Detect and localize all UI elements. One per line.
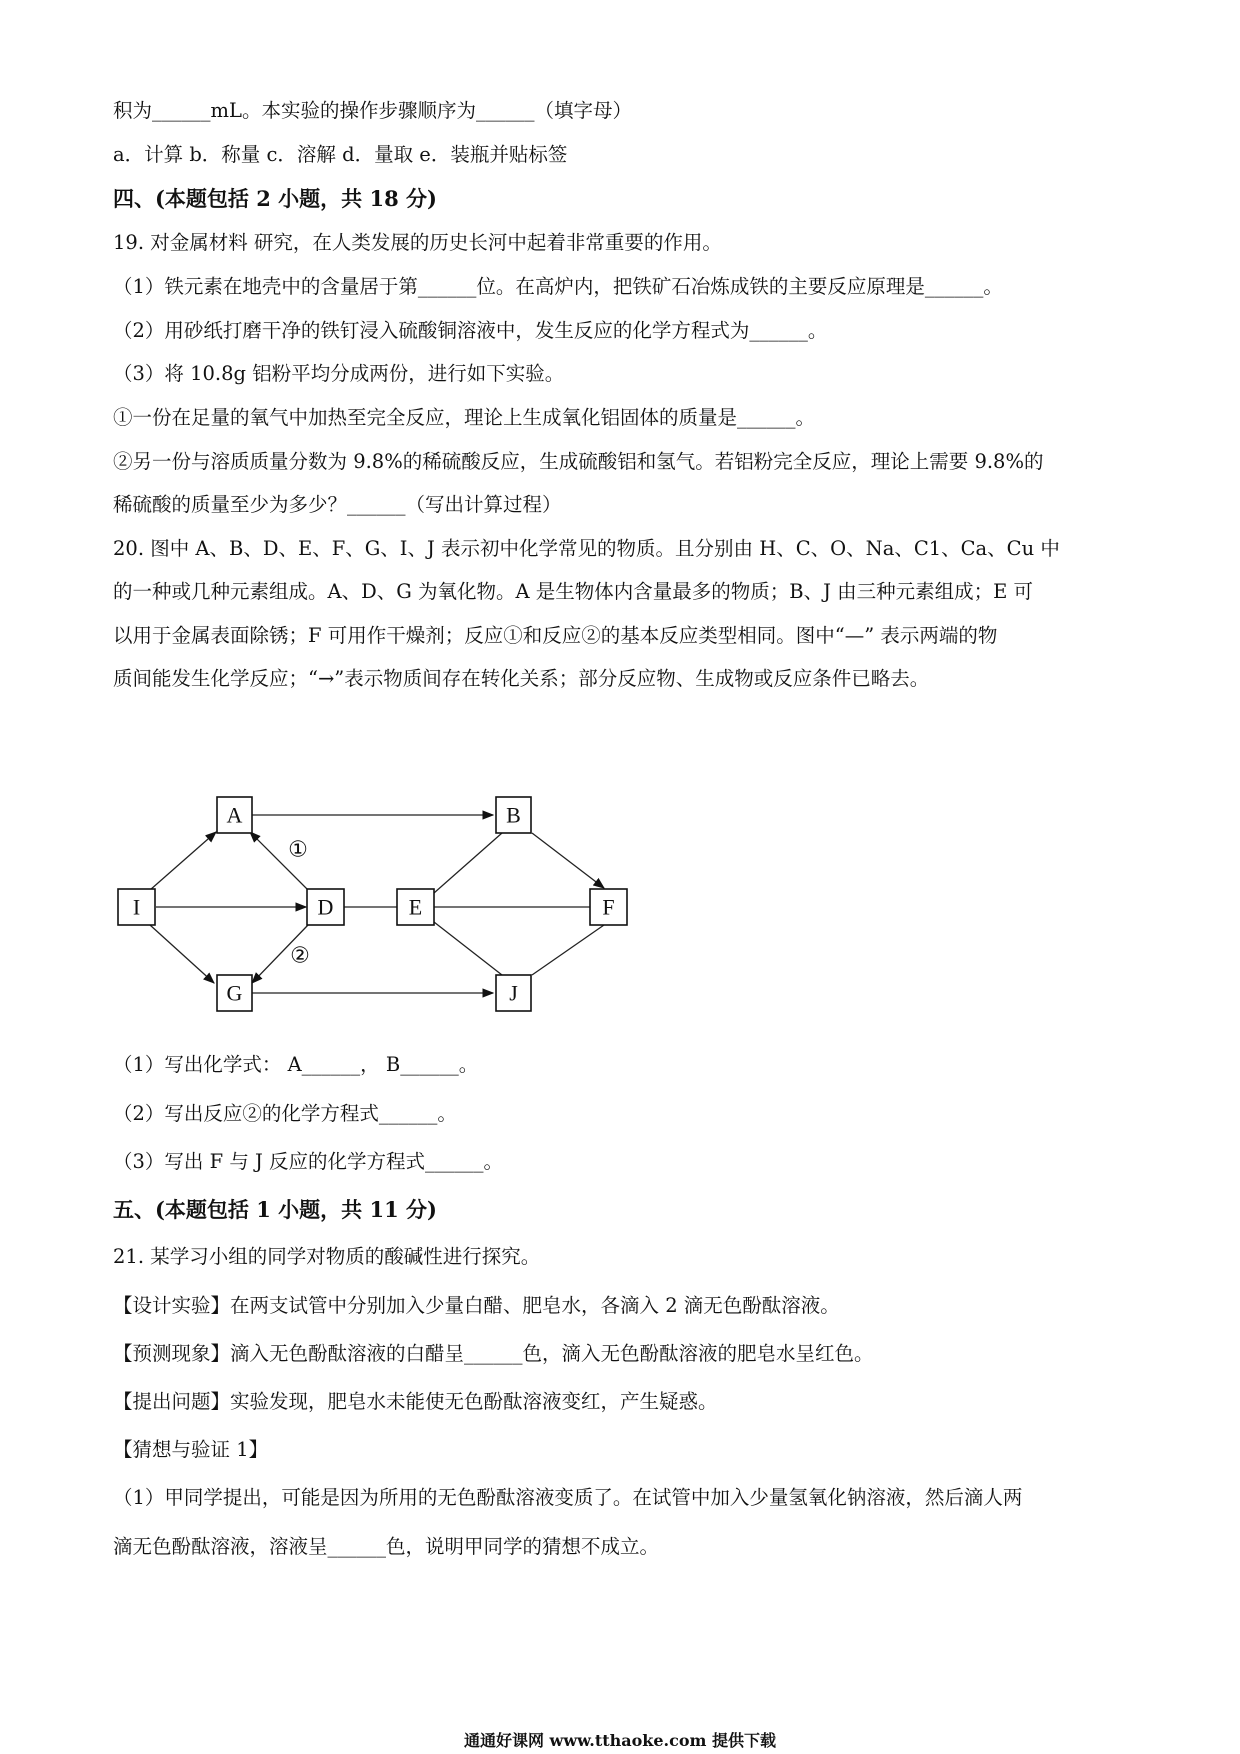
link-e-b xyxy=(434,833,502,893)
node-d xyxy=(307,889,344,925)
text-line: （1）写出化学式： A______， B______。 xyxy=(113,1053,479,1076)
section-heading: 五、(本题包括 1 小题，共 11 分) xyxy=(113,1197,437,1222)
node-g-label: G xyxy=(226,980,243,1006)
reaction-1-label: ① xyxy=(288,836,308,862)
node-a xyxy=(217,797,252,833)
node-f xyxy=(590,889,627,925)
text-line: 质间能发生化学反应；“→”表示物质间存在转化关系；部分反应物、生成物或反应条件已略去。 xyxy=(113,667,930,690)
text-line: 积为______mL。本实验的操作步骤顺序为______（填字母） xyxy=(113,99,632,122)
text-line: 滴无色酚酞溶液，溶液呈______色，说明甲同学的猜想不成立。 xyxy=(113,1535,660,1558)
text-line: 【提出问题】实验发现，肥皂水未能使无色酚酞溶液变红，产生疑惑。 xyxy=(113,1390,718,1413)
question-20: 20. 图中 A、B、D、E、F、G、I、J 表示初中化学常见的物质。且分别由 H、C、O、Na、C1、Ca、Cu 中 xyxy=(113,537,1060,560)
node-g xyxy=(217,975,252,1011)
text-line: （1）甲同学提出，可能是因为所用的无色酚酞溶液变质了。在试管中加入少量氢氧化钠溶液，然后滴人两 xyxy=(113,1486,1023,1509)
node-e xyxy=(397,889,434,925)
text-line: （1）铁元素在地壳中的含量居于第______位。在高炉内，把铁矿石冶炼成铁的主要反应原理是______。 xyxy=(113,275,1003,298)
text-line: （3）写出 F 与 J 反应的化学方程式______。 xyxy=(113,1150,504,1173)
text-line: （2）写出反应②的化学方程式______。 xyxy=(113,1102,457,1125)
text-line: a．计算 b．称量 c．溶解 d．量取 e．装瓶并贴标签 xyxy=(113,143,568,166)
text-line: 的一种或几种元素组成。A、D、G 为氧化物。A 是生物体内含量最多的物质；B、J 由三种元素组成；E 可 xyxy=(113,580,1034,603)
node-i xyxy=(118,889,155,925)
node-j-label: J xyxy=(509,980,518,1006)
question-21: 21. 某学习小组的同学对物质的酸碱性进行探究。 xyxy=(113,1245,541,1268)
link-j-f xyxy=(532,925,604,975)
reaction-2-label: ② xyxy=(290,942,310,968)
text-line: （3）将 10.8g 铝粉平均分成两份，进行如下实验。 xyxy=(113,362,565,385)
section-heading: 四、(本题包括 2 小题，共 18 分) xyxy=(113,186,437,211)
node-f-label: F xyxy=(602,894,615,920)
link-e-j xyxy=(434,922,502,975)
node-b-label: B xyxy=(506,802,521,828)
question-19: 19. 对金属材料 研究，在人类发展的历史长河中起着非常重要的作用。 xyxy=(113,231,722,254)
arrow-b-to-f xyxy=(532,833,604,888)
node-i-label: I xyxy=(132,894,141,920)
page-footer: 通通好课网 www.tthaoke.com 提供下载 xyxy=(463,1731,777,1750)
text-line: 稀硫酸的质量至少为多少？______（写出计算过程） xyxy=(113,493,562,516)
node-b xyxy=(496,797,531,833)
arrow-i-to-g xyxy=(150,925,214,983)
text-line: ①一份在足量的氧气中加热至完全反应，理论上生成氧化铝固体的质量是______。 xyxy=(113,406,816,429)
arrow-i-to-a xyxy=(150,832,216,890)
text-line: 【猜想与验证 1】 xyxy=(113,1438,269,1461)
node-e-label: E xyxy=(408,894,423,920)
text-line: 以用于金属表面除锈；F 可用作干燥剂；反应①和反应②的基本反应类型相同。图中“—” 表示两端的物 xyxy=(113,624,998,647)
text-line: 【设计实验】在两支试管中分别加入少量白醋、肥皂水，各滴入 2 滴无色酚酞溶液。 xyxy=(113,1294,840,1317)
text-line: ②另一份与溶质质量分数为 9.8%的稀硫酸反应，生成硫酸铝和氢气。若铝粉完全反应，理论上需要 9.8%的 xyxy=(113,450,1044,473)
node-d-label: D xyxy=(317,894,334,920)
node-a-label: A xyxy=(226,802,243,828)
node-j xyxy=(496,975,531,1011)
text-line: （2）用砂纸打磨干净的铁钉浸入硫酸铜溶液中，发生反应的化学方程式为______。 xyxy=(113,319,828,342)
text-line: 【预测现象】滴入无色酚酞溶液的白醋呈______色，滴入无色酚酞溶液的肥皂水呈红色。 xyxy=(113,1342,874,1365)
